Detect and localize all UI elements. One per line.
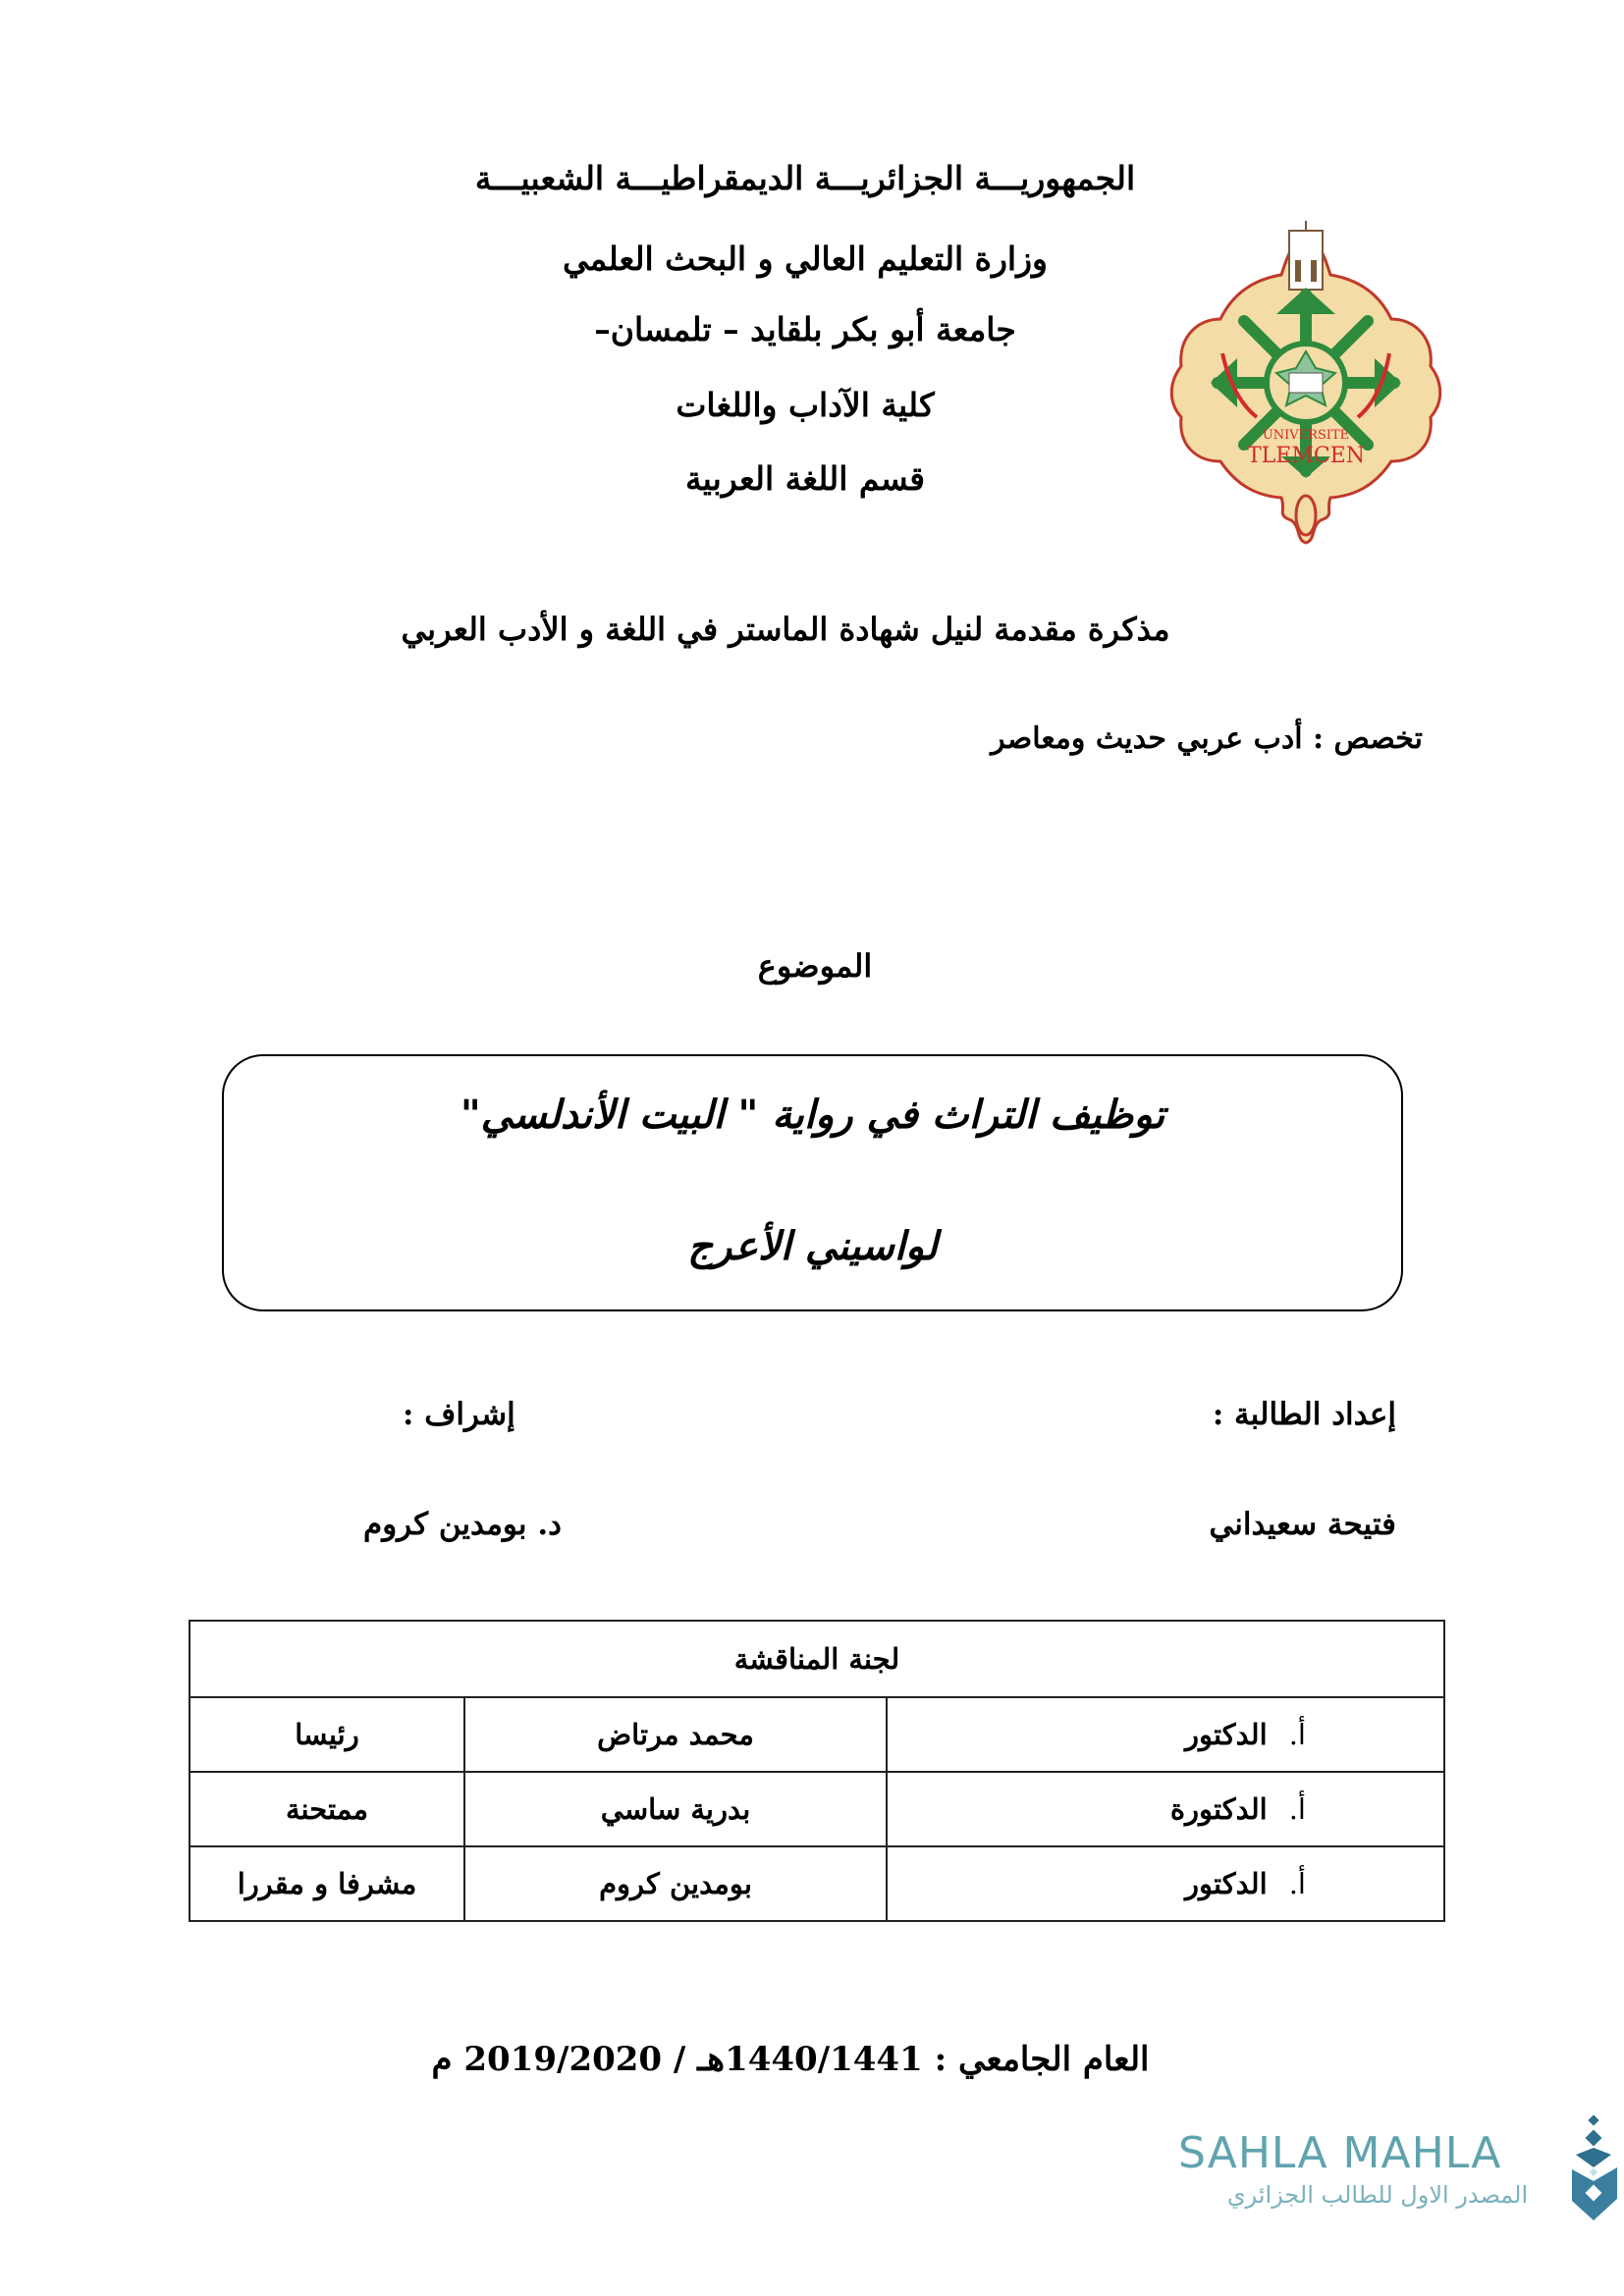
supervisor-name: د. بومدين كروم [363,1507,562,1542]
jury-role: رئيسا [189,1697,464,1772]
jury-header: لجنة المناقشة [189,1621,1444,1697]
watermark-brand: SAHLA MAHLA [1178,2128,1502,2178]
title-box [222,1054,1403,1311]
watermark-tagline: المصدر الاول للطالب الجزائري [1226,2181,1529,2209]
ministry-name: وزارة التعليم العالي و البحث العلمي [563,240,1048,278]
table-row [189,1697,1444,1772]
student-name: فتيحة سعيداني [1209,1507,1396,1542]
prepared-by-label: إعداد الطالبة : [1212,1397,1396,1432]
jury-title-cell [887,1772,1444,1846]
table-row [189,1772,1444,1846]
jury-name: محمد مرتاض [464,1697,887,1772]
jury-name: بدرية ساسي [464,1772,887,1846]
jury-role: ممتحنة [189,1772,464,1846]
university-name: جامعة أبو بكر بلقايد – تلمسان– [594,310,1016,348]
svg-text:UNIVERSITE: UNIVERSITE [1262,428,1350,443]
subject-label: الموضوع [757,947,873,985]
jury-name: بومدين كروم [464,1846,887,1921]
jury-role: مشرفا و مقررا [189,1846,464,1921]
republic-name: الجمهوريـــة الجزائريـــة الديمقراطيـــة الشعبيـــة [474,159,1136,197]
table-row [189,1846,1444,1921]
jury-title: الدكتور [1185,1867,1268,1900]
thesis-title-line2: لواسيني الأعرج [687,1223,938,1269]
department-name: قسم اللغة العربية [684,459,926,498]
jury-abbr: أ. [1288,1792,1306,1826]
specialty: تخصص : أدب عربي حديث ومعاصر [991,721,1423,756]
thesis-description: مذكرة مقدمة لنيل شهادة الماستر في اللغة و الأدب العربي [401,611,1170,648]
jury-title: الدكتور [1185,1718,1268,1751]
sahla-mahla-watermark [1178,2110,1620,2228]
thesis-title-line1: توظيف التراث في رواية " البيت الأندلسي" [460,1092,1165,1138]
jury-abbr: أ. [1288,1718,1306,1751]
jury-title-cell [887,1697,1444,1772]
sahla-mahla-logo-icon [1566,2110,1623,2228]
jury-title: الدكتورة [1169,1792,1268,1826]
jury-title-cell [887,1846,1444,1921]
jury-table [189,1620,1445,1922]
faculty-name: كلية الآداب واللغات [676,386,935,424]
academic-year: العام الجامعي : 1440/1441هـ / 2019/2020 م [431,2040,1150,2079]
university-logo-icon [1164,221,1448,545]
svg-text:TLEMCEN: TLEMCEN [1246,444,1366,468]
jury-header-row [189,1621,1444,1697]
jury-abbr: أ. [1288,1867,1306,1900]
supervision-label: إشراف : [403,1397,515,1432]
